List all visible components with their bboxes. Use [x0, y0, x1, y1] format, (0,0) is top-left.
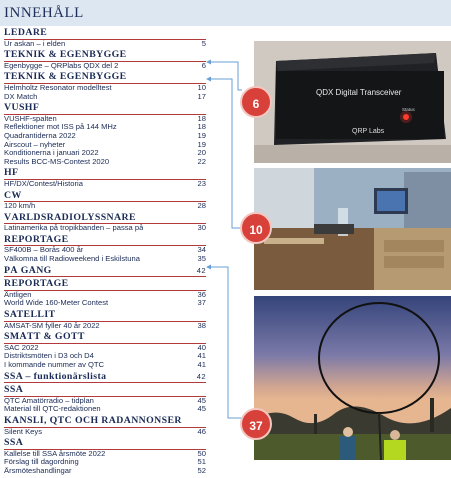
toc-entry-title: QTC Amatörradio – tidplan [4, 396, 94, 405]
toc-page-number: 5 [201, 38, 206, 48]
toc-entry[interactable] [4, 361, 206, 370]
toc-entry-title: Äntligen [4, 290, 32, 299]
toc-page-number: 37 [197, 298, 206, 308]
toc-entry-title: SAC 2022 [4, 343, 39, 352]
toc-entry[interactable] [4, 322, 206, 331]
toc-page-number: 42 [196, 265, 206, 275]
toc-entry[interactable] [4, 255, 206, 264]
toc-entry-title: Kallelse till SSA årsmöte 2022 [4, 449, 106, 458]
section-heading: REPORTAGE [4, 279, 206, 291]
section-heading: LEDARE [4, 28, 206, 40]
section-heading: SATELLIT [4, 310, 206, 322]
toc-page-number: 6 [201, 60, 206, 70]
toc-entry-title: Airscout – nyheter [4, 140, 66, 149]
section-heading: SSA [4, 385, 206, 397]
section-heading-text: SSA – funktionärslista [4, 371, 107, 382]
toc-entry-title: Helmholtz Resonator modelltest [4, 83, 112, 92]
toc-page-number: 19 [197, 139, 206, 149]
toc-page-number: 19 [197, 130, 206, 140]
toc-page-number: 46 [197, 426, 206, 436]
toc-entry[interactable] [4, 180, 206, 189]
page-badge-10: 10 [240, 212, 272, 244]
toc-entry[interactable] [4, 123, 206, 132]
toc-entry[interactable] [4, 132, 206, 141]
toc-entry-title: Latinamerika på tropikbanden – passa på [4, 224, 144, 233]
toc-entry[interactable] [4, 352, 206, 361]
section-heading: KANSLI, QTC OCH RADANNONSER [4, 416, 206, 428]
section-heading [4, 372, 206, 384]
section-heading [4, 266, 206, 278]
workshop-illustration [254, 168, 451, 290]
section-heading: SSA [4, 438, 206, 450]
toc-page-number: 22 [197, 156, 206, 166]
toc-page-number: 18 [197, 113, 206, 123]
toc-entry[interactable] [4, 397, 206, 406]
section-heading: VUSHF [4, 103, 206, 115]
toc-entry-title: HF/DX/Contest/Historia [4, 179, 83, 188]
toc-page-number: 10 [197, 82, 206, 92]
toc-page-number: 34 [197, 245, 206, 255]
toc-entry[interactable] [4, 246, 206, 255]
device-status-label: Status [402, 107, 415, 112]
toc-page-number: 36 [197, 289, 206, 299]
toc-page-number: 30 [197, 223, 206, 233]
toc-entry[interactable] [4, 291, 206, 300]
page-title: INNEHÅLL [4, 5, 84, 21]
toc-entry[interactable] [4, 141, 206, 150]
toc-entry[interactable] [4, 158, 206, 167]
toc-page-number: 18 [197, 122, 206, 132]
toc-entry-title: Ur askan – i elden [4, 39, 66, 48]
toc-entry-title: Välkomna till Radioweekend i Eskilstuna [4, 255, 140, 264]
toc-entry[interactable] [4, 405, 206, 414]
toc-page-number: 28 [197, 201, 206, 211]
toc-entry-title: SF400B – Borås 400 år [4, 246, 84, 255]
toc-page-number: 20 [197, 148, 206, 158]
photo-workshop [254, 168, 451, 290]
toc-page-number: 50 [197, 448, 206, 458]
toc-page-number: 38 [197, 320, 206, 330]
toc-entry-title: 120 km/h [4, 202, 36, 211]
toc-entry-title: Konditionerna i januari 2022 [4, 149, 99, 158]
section-heading: CW [4, 191, 206, 203]
toc-entry[interactable] [4, 428, 206, 437]
toc-entry-title: DX Match [4, 92, 38, 101]
section-heading: TEKNIK & EGENBYGGE [4, 50, 206, 62]
toc-entry-title: I kommande nummer av QTC [4, 361, 105, 369]
toc-page-number: 41 [197, 360, 206, 369]
toc-entry[interactable] [4, 450, 206, 459]
toc-entry-title: Distriktsmöten i D3 och D4 [4, 352, 94, 361]
section-heading: VÄRLDSRADIOLYSSNARE [4, 213, 206, 225]
toc-entry[interactable] [4, 93, 206, 102]
qdx-device-illustration [254, 41, 451, 163]
toc-entry[interactable] [4, 202, 206, 211]
toc-entry[interactable] [4, 40, 206, 49]
toc-entry-title: Quadrantiderna 2022 [4, 131, 76, 140]
loop-antenna-illustration [254, 296, 451, 460]
photo-loop-antenna [254, 296, 451, 460]
toc-page-number: 45 [197, 395, 206, 405]
toc-page-number: 52 [197, 465, 206, 475]
page-badge-6: 6 [240, 86, 272, 118]
section-heading-text: PÅ GÅNG [4, 265, 52, 276]
table-of-contents [4, 28, 206, 478]
toc-entry-title: AMSAT-SM fyller 40 år 2022 [4, 321, 100, 330]
device-label: QDX Digital Transceiver [316, 88, 402, 97]
toc-page-number: 45 [197, 404, 206, 414]
toc-page-number: 42 [196, 371, 206, 381]
toc-entry-title: World Wide 160-Meter Contest [4, 299, 109, 308]
toc-entry[interactable] [4, 115, 206, 124]
toc-entry-title: Egenbygge – QRPlabs QDX del 2 [4, 61, 119, 70]
toc-page-number: 17 [197, 91, 206, 101]
toc-entry-title: VUSHF-spalten [4, 114, 57, 123]
page-badge-37: 37 [240, 408, 272, 440]
page-header [0, 0, 451, 26]
toc-entry[interactable] [4, 299, 206, 308]
toc-entry-title: Silent Keys [4, 427, 42, 436]
section-heading: TEKNIK & EGENBYGGE [4, 72, 206, 84]
toc-page-number: 41 [197, 351, 206, 361]
toc-entry[interactable] [4, 467, 206, 476]
toc-entry-title: Förslag till dagordning [4, 458, 79, 467]
toc-page-number: 35 [197, 254, 206, 264]
device-brand: QRP Labs [352, 128, 385, 135]
section-heading: REPORTAGE [4, 235, 206, 247]
toc-page-number: 23 [197, 178, 206, 188]
toc-entry[interactable] [4, 62, 206, 71]
section-heading: HF [4, 168, 206, 180]
toc-entry[interactable] [4, 149, 206, 158]
toc-entry[interactable] [4, 224, 206, 233]
section-heading: SMÅTT & GOTT [4, 332, 206, 344]
toc-entry-title: Results BCC-MS-Contest 2020 [4, 157, 110, 166]
toc-entry-title: Årsmöteshandlingar [4, 466, 72, 475]
toc-page-number: 40 [197, 342, 206, 352]
toc-entry[interactable] [4, 344, 206, 353]
toc-entry[interactable] [4, 84, 206, 93]
toc-entry-title: Material till QTC-redaktionen [4, 405, 101, 414]
toc-page-number: 51 [197, 457, 206, 467]
photo-qdx-transceiver [254, 41, 451, 163]
toc-entry-title: Reflektioner mot ISS på 144 MHz [4, 123, 117, 132]
